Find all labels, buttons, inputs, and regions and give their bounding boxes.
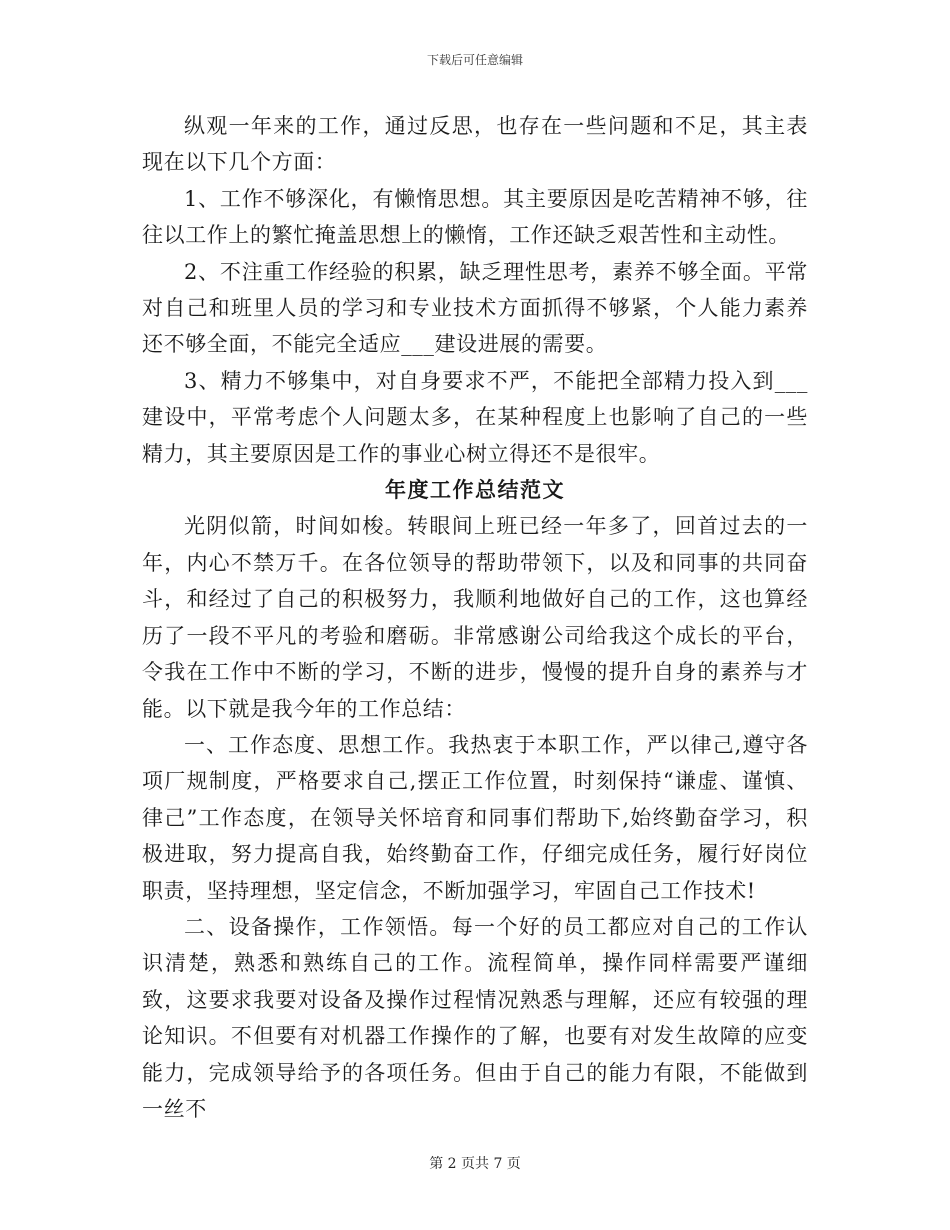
section-title: 年度工作总结范文	[385, 477, 565, 503]
paragraph-equipment-operation: 二、设备操作，工作领悟。每一个好的员工都应对自己的工作认识清楚，熟悉和熟练自己的工作。流程简单，操作同样需要严谨细致，这要求我要对设备及操作过程情况熟悉与理解，还应有较强的理论知识。不但要有对机器工作操作的了解，也要有对发生故障的应变能力，完成领导给予的各项任务。但由于自己的能力有限，不能做到一丝不	[142, 914, 808, 1121]
paragraph-problem-1: 1、工作不够深化，有懒惰思想。其主要原因是吃苦精神不够，往往以工作上的繁忙掩盖思想上的懒惰，工作还缺乏艰苦性和主动性。	[142, 186, 808, 248]
paragraph-work-attitude: 一、工作态度、思想工作。我热衷于本职工作，严以律己,遵守各项厂规制度，严格要求自己,摆正工作位置，时刻保持“谦虚、谨慎、律己”工作态度，在领导关怀培育和同事们帮助下,始终勤奋学习，积极进取，努力提高自我，始终勤奋工作，仔细完成任务，履行好岗位职责，坚持理想，坚定信念，不断加强学习，牢固自己工作技术!	[142, 732, 808, 903]
paragraph-summary-intro: 光阴似箭，时间如梭。转眼间上班已经一年多了，回首过去的一年，内心不禁万千。在各位领导的帮助带领下，以及和同事的共同奋斗，和经过了自己的积极努力，我顺利地做好自己的工作，这也算经历了一段不平凡的考验和磨砺。非常感谢公司给我这个成长的平台，令我在工作中不断的学习，不断的进步，慢慢的提升自身的素养与才能。以下就是我今年的工作总结：	[142, 514, 808, 721]
page-header: 下载后可任意编辑	[426, 53, 523, 67]
paragraph-reflection-intro: 纵观一年来的工作，通过反思，也存在一些问题和不足，其主表现在以下几个方面：	[142, 114, 808, 175]
page-number-footer: 第 2 页共 7 页	[429, 1156, 521, 1172]
document-body	[142, 108, 808, 1127]
paragraph-problem-2: 2、不注重工作经验的积累，缺乏理性思考，素养不够全面。平常对自己和班里人员的学习和专业技术方面抓得不够紧，个人能力素养还不够全面，不能完全适应___建设进展的需要。	[142, 259, 808, 357]
paragraph-problem-3: 3、精力不够集中，对自身要求不严，不能把全部精力投入到___建设中，平常考虑个人问题太多，在某种程度上也影响了自己的一些精力，其主要原因是工作的事业心树立得还不是很牢。	[142, 368, 808, 466]
